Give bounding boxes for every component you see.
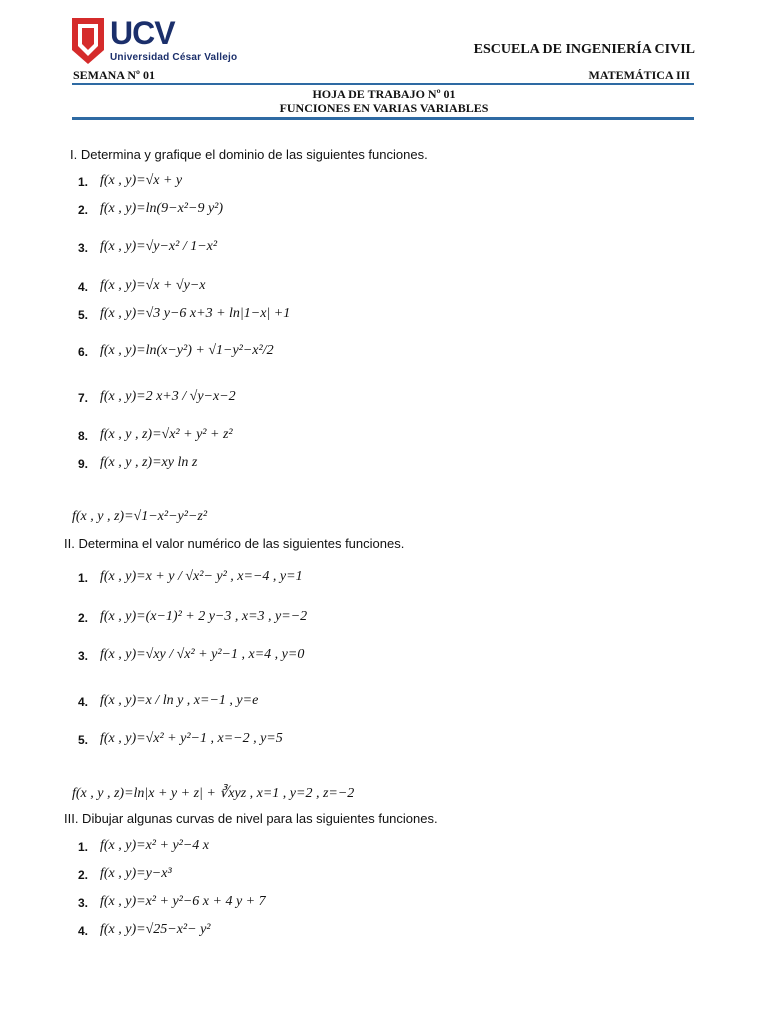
s2-item-number: 4. [78,695,89,709]
title-divider [72,117,694,120]
s1-item-number: 5. [78,308,89,322]
s3-item-number: 2. [78,868,89,882]
logo-text: UCV [110,15,175,51]
s1-equation: f(x , y , z)=xy ln z [100,455,198,470]
s2-equation: f(x , y)=√x² + y²−1 , x=−2 , y=5 [100,731,283,746]
s1-equation: f(x , y)=√x + √y−x [100,278,206,293]
s1-equation: f(x , y)=2 x+3 / √y−x−2 [100,389,236,404]
s1-equation: f(x , y)=√x + y [100,173,183,188]
s2-equation: f(x , y)=√xy / √x² + y²−1 , x=4 , y=0 [100,647,305,662]
s2-extra-equation: f(x , y , z)=ln|x + y + z| + ∛xyz , x=1 , y=2 , z=−2 [72,786,355,801]
s2-equation: f(x , y)=(x−1)² + 2 y−3 , x=3 , y=−2 [100,609,308,624]
s3-item-number: 1. [78,840,89,854]
s1-item-number: 6. [78,345,89,359]
s3-equation: f(x , y)=x² + y²−4 x [100,838,210,853]
s1-equation: f(x , y)=ln(9−x²−9 y²) [100,201,224,216]
s3-equation: f(x , y)=y−x³ [100,866,172,881]
s1-extra-equation: f(x , y , z)=√1−x²−y²−z² [72,509,208,524]
s1-equation: f(x , y)=√3 y−6 x+3 + ln|1−x| +1 [100,306,291,321]
s3-equation: f(x , y)=x² + y²−6 x + 4 y + 7 [100,894,266,909]
section-2-heading: II. Determina el valor numérico de las siguientes funciones. [64,536,405,551]
worksheet-subtitle: FUNCIONES EN VARIAS VARIABLES [279,101,489,115]
s1-item-number: 9. [78,457,89,471]
course-name: MATEMÁTICA III [588,68,690,82]
s1-item-number: 3. [78,241,89,255]
s3-item-number: 4. [78,924,89,938]
header-divider [72,83,694,85]
s1-item-number: 4. [78,280,89,294]
s2-item-number: 3. [78,649,89,663]
week-label: SEMANA Nº 01 [73,68,155,82]
section-3-heading: III. Dibujar algunas curvas de nivel para las siguientes funciones. [64,811,438,826]
section-1-heading: I. Determina y grafique el dominio de las siguientes funciones. [70,147,428,162]
s2-item-number: 2. [78,611,89,625]
s2-item-number: 1. [78,571,89,585]
s2-equation: f(x , y)=x + y / √x²− y² , x=−4 , y=1 [100,569,303,584]
s1-equation: f(x , y)=ln(x−y²) + √1−y²−x²/2 [100,343,274,358]
university-logo [70,15,238,68]
school-name: ESCUELA DE INGENIERÍA CIVIL [473,42,695,57]
s1-item-number: 1. [78,175,89,189]
logo-subtitle: Universidad César Vallejo [110,52,238,63]
worksheet-title: HOJA DE TRABAJO Nº 01 [312,87,456,101]
ucv-shield-icon [70,16,106,66]
s1-item-number: 2. [78,203,89,217]
s1-equation: f(x , y)=√y−x² / 1−x² [100,239,218,254]
s2-item-number: 5. [78,733,89,747]
s3-equation: f(x , y)=√25−x²− y² [100,922,211,937]
s2-equation: f(x , y)=x / ln y , x=−1 , y=e [100,693,259,708]
s1-equation: f(x , y , z)=√x² + y² + z² [100,427,233,442]
s3-item-number: 3. [78,896,89,910]
s1-item-number: 8. [78,429,89,443]
s1-item-number: 7. [78,391,89,405]
